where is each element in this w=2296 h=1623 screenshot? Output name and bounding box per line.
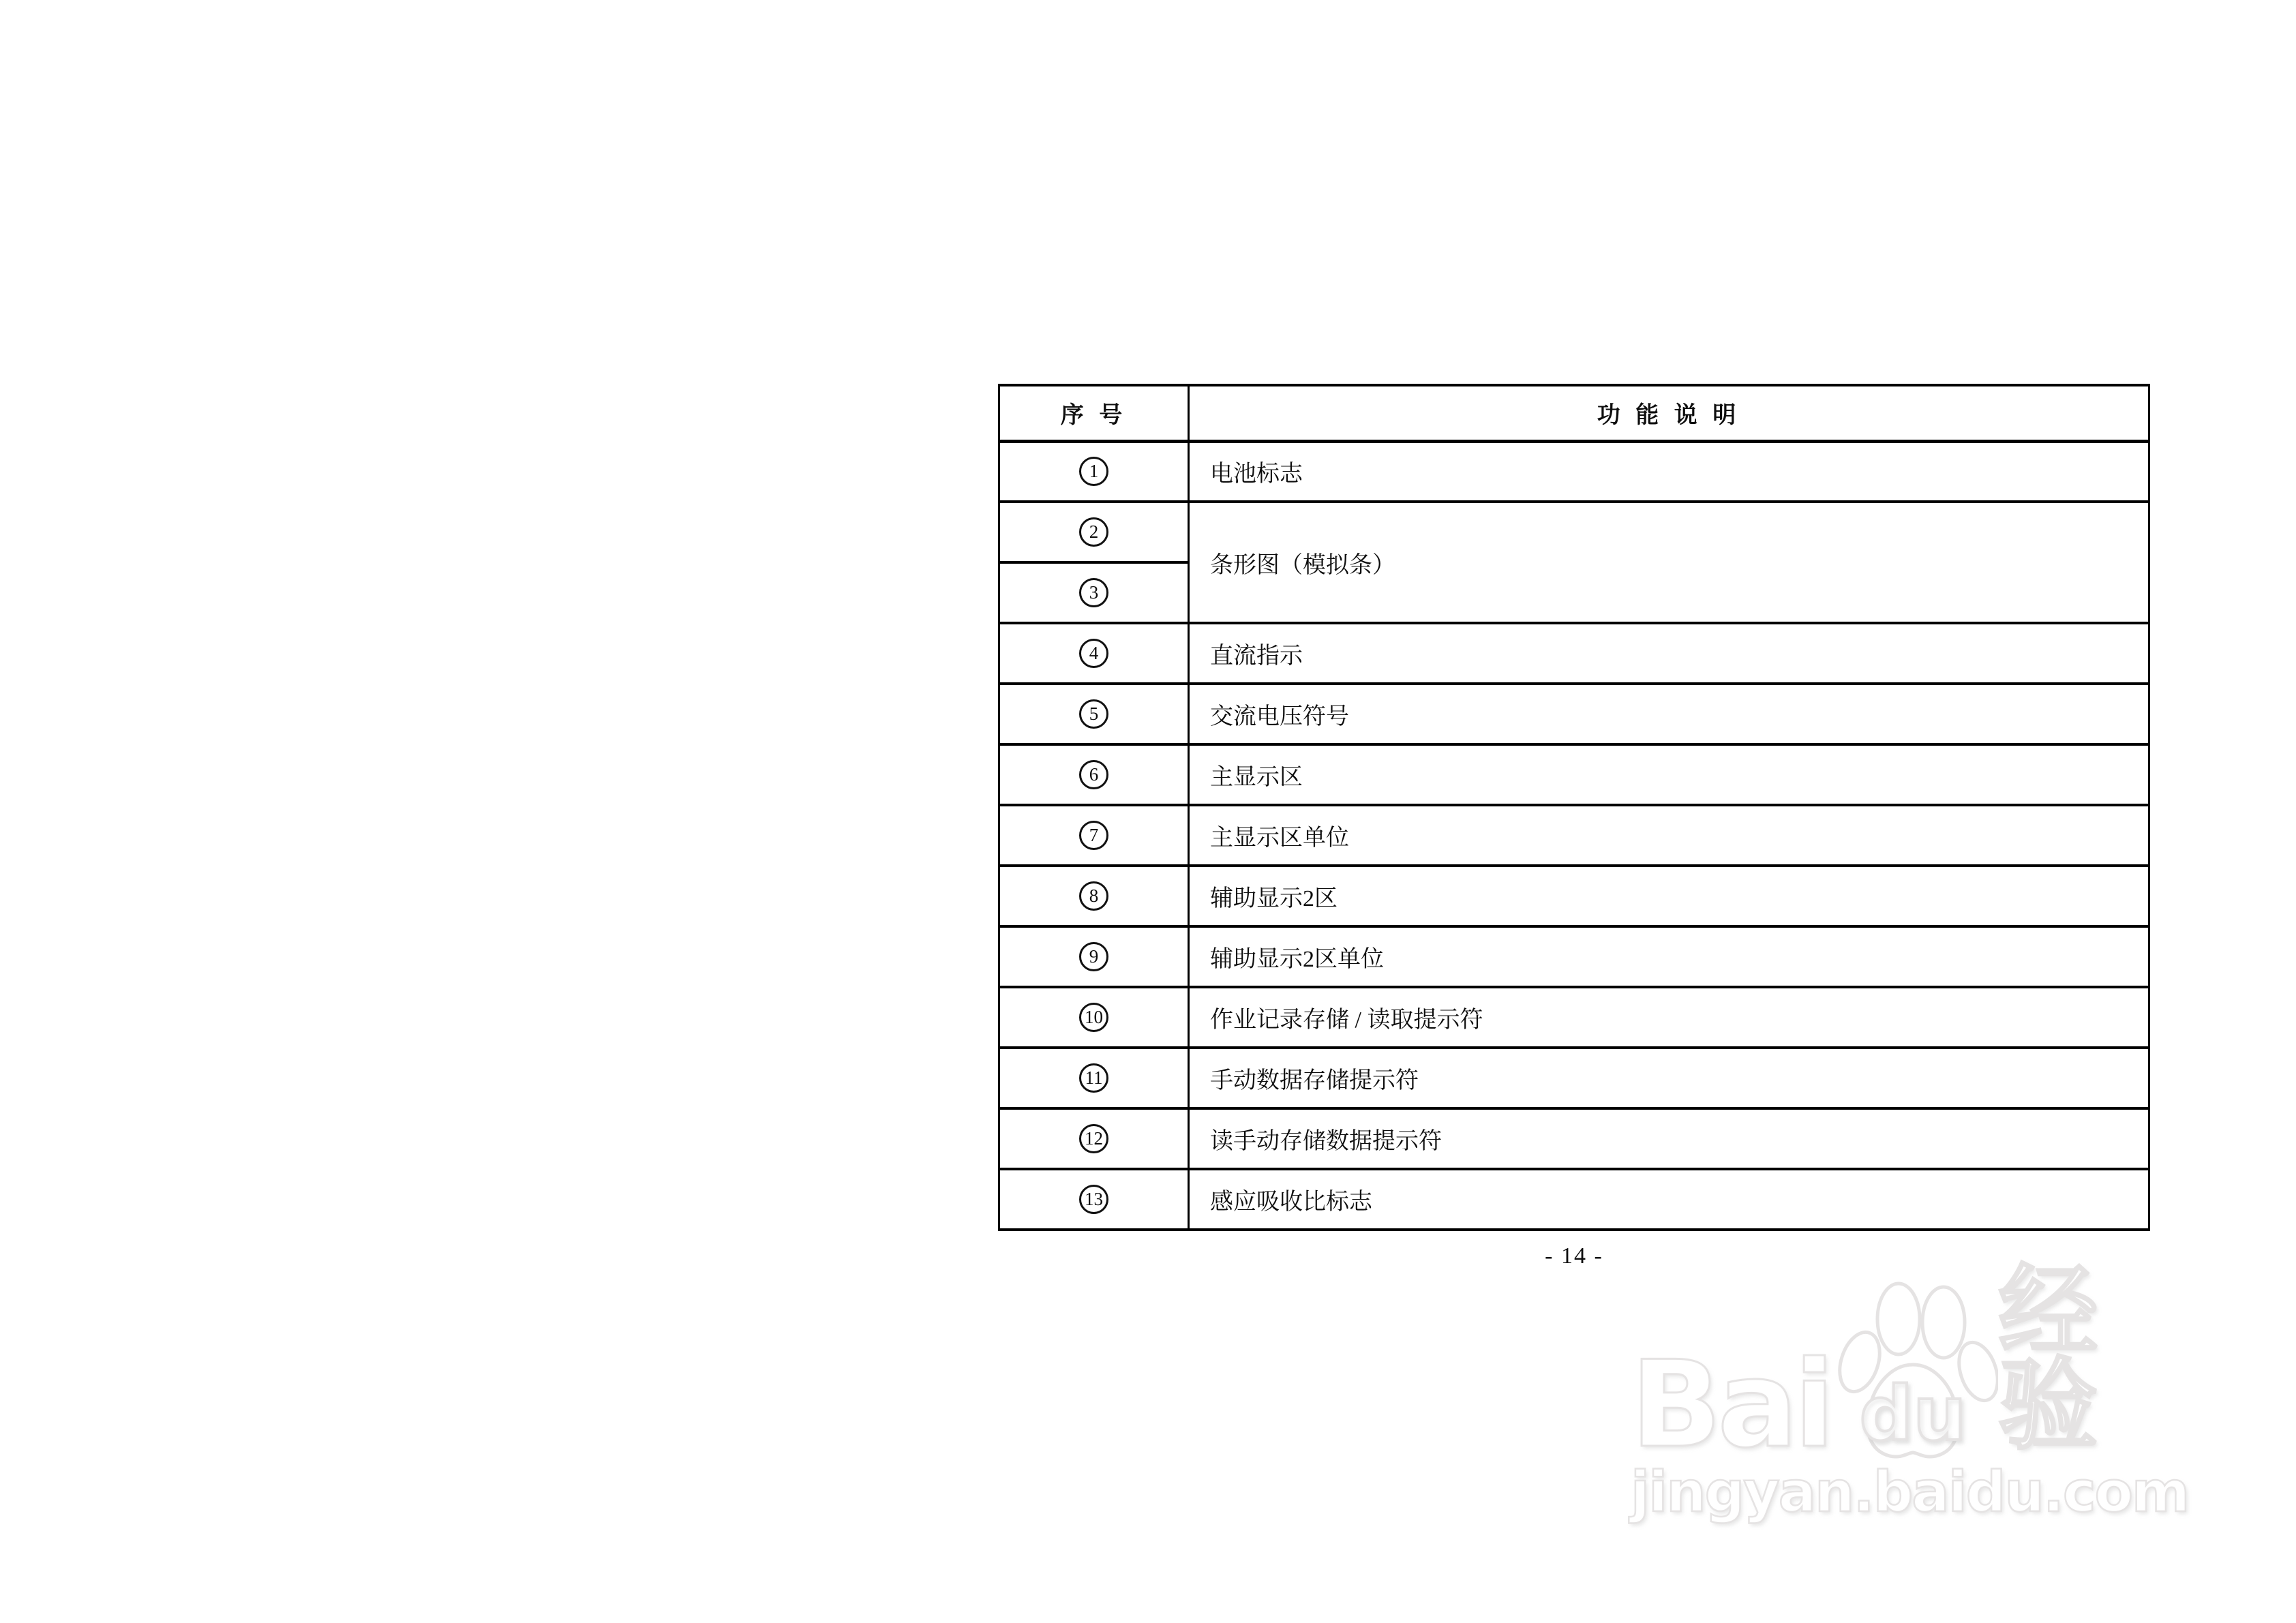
circled-number-badge: 13 [1079, 1185, 1108, 1214]
function-description-text: 主显示区 [1210, 765, 1303, 790]
serial-number-cell [999, 623, 1189, 684]
serial-number-cell [999, 805, 1189, 866]
function-description-text: 直流指示 [1210, 643, 1303, 669]
table-row [999, 805, 2149, 866]
circled-number-badge: 7 [1079, 821, 1108, 850]
function-description-text: 感应吸收比标志 [1210, 1189, 1372, 1215]
function-description-cell [1189, 1048, 2149, 1108]
function-description-text: 手动数据存储提示符 [1210, 1068, 1419, 1093]
serial-number-cell [999, 684, 1189, 744]
function-description-cell [1189, 502, 2149, 623]
serial-number-cell [999, 1108, 1189, 1169]
table-row [999, 441, 2149, 502]
function-description-cell [1189, 744, 2149, 805]
circled-number-badge: 12 [1079, 1124, 1108, 1153]
table-row [999, 744, 2149, 805]
function-table [998, 384, 2150, 1231]
function-description-cell [1189, 441, 2149, 502]
function-description-cell [1189, 866, 2149, 926]
circled-number-badge: 9 [1079, 942, 1108, 971]
serial-number-cell [999, 562, 1189, 623]
table-row [999, 684, 2149, 744]
function-description-cell [1189, 987, 2149, 1048]
function-description-cell [1189, 1169, 2149, 1230]
table-header-row [999, 385, 2149, 441]
table-row [999, 1108, 2149, 1169]
function-description-cell [1189, 805, 2149, 866]
function-description-cell [1189, 926, 2149, 987]
serial-number-cell [999, 866, 1189, 926]
circled-number-badge: 1 [1079, 457, 1108, 486]
function-description-text: 主显示区单位 [1210, 825, 1349, 851]
serial-number-cell [999, 1169, 1189, 1230]
serial-number-cell [999, 1048, 1189, 1108]
circled-number-badge: 4 [1079, 639, 1108, 668]
circled-number-badge: 5 [1079, 699, 1108, 729]
watermark-du-text: du [1859, 1370, 1967, 1457]
function-description-cell [1189, 623, 2149, 684]
serial-number-cell [999, 502, 1189, 562]
table-row [999, 866, 2149, 926]
function-description-text: 条形图（模拟条） [1210, 552, 1395, 578]
table-row [999, 926, 2149, 987]
table-row [999, 1048, 2149, 1108]
watermark-logo-row [1631, 1253, 2176, 1474]
table-body [999, 441, 2149, 1230]
serial-number-cell [999, 441, 1189, 502]
baidu-jingyan-watermark [1631, 1253, 2189, 1525]
function-description-text: 辅助显示2区 [1210, 886, 1338, 911]
function-description-text: 作业记录存储 / 读取提示符 [1210, 1007, 1483, 1033]
serial-number-cell [999, 926, 1189, 987]
header-serial-number: 序 号 [999, 385, 1189, 441]
function-description-text: 交流电压符号 [1210, 704, 1349, 729]
circled-number-badge: 6 [1079, 760, 1108, 789]
circled-number-badge: 3 [1079, 578, 1108, 607]
watermark-bai-text: Bai [1631, 1336, 1831, 1474]
table-row [999, 1169, 2149, 1230]
function-description-text: 读手动存储数据提示符 [1210, 1129, 1442, 1154]
table-row [999, 623, 2149, 684]
circled-number-badge: 10 [1079, 1003, 1108, 1032]
circled-number-badge: 8 [1079, 881, 1108, 911]
function-description-cell [1189, 684, 2149, 744]
serial-number-cell [999, 987, 1189, 1048]
serial-number-cell [999, 744, 1189, 805]
table-row [999, 987, 2149, 1048]
baidu-paw-icon [1828, 1281, 1998, 1463]
header-function-description: 功 能 说 明 [1189, 385, 2149, 441]
function-description-text: 电池标志 [1210, 461, 1303, 487]
table-row [999, 502, 2149, 562]
circled-number-badge: 2 [1079, 517, 1108, 547]
circled-number-badge: 11 [1079, 1063, 1108, 1093]
watermark-jingyan-text: 经验 [1998, 1253, 2096, 1464]
function-description-text: 辅助显示2区单位 [1210, 947, 1384, 972]
watermark-url-text: jingyan.baidu.com [1631, 1460, 2189, 1525]
function-description-cell [1189, 1108, 2149, 1169]
page-number: - 14 - [1545, 1243, 1603, 1269]
